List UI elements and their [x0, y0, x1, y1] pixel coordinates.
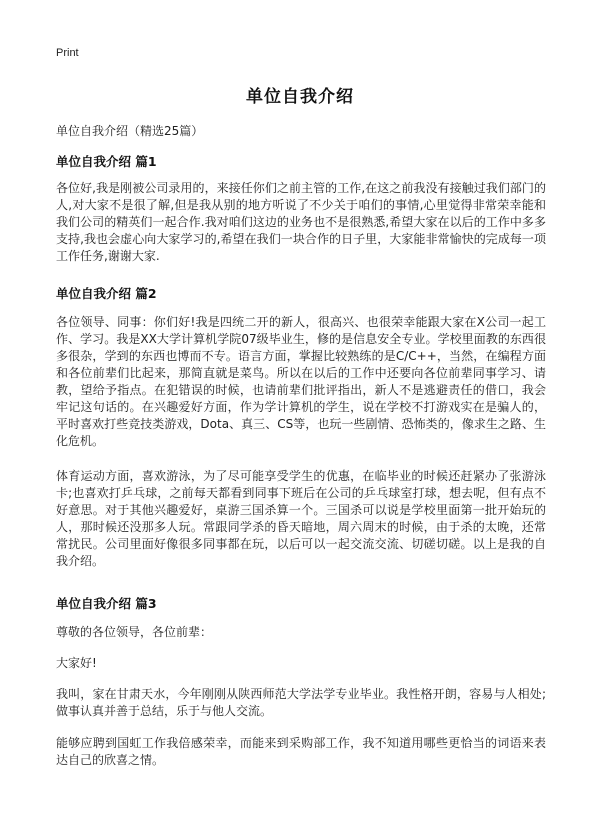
- section-heading-3: 单位自我介绍 篇3: [56, 596, 157, 611]
- section-heading-2: 单位自我介绍 篇2: [56, 286, 157, 301]
- section-2-paragraph-1: 各位领导、同事：你们好!我是四统二开的新人，很高兴、也很荣幸能跟大家在X公司一起工作、学习。我是XX大学计算机学院07级毕业生，修的是信息安全专业。学校里面教的东西很多很杂，学到的东西也博而不专。语言方面，掌握比较熟练的是C/C++，当然，在编程方面和各位前辈们比起来，那简直就是菜鸟。所以在以后的工作中还要向各位前辈同事学习、请教，望给予指点。在犯错误的时候，也请前辈们批评指出，新人不是逃避责任的借口，我会牢记这句话的。在兴趣爱好方面，作为学计算机的学生，说在学校不打游戏实在是骗人的，平时喜欢打些竞技类游戏，Dota、真三、CS等，也玩一些剧情、恐怖类的，像求生之路、生化危机。: [56, 315, 546, 448]
- section-1-paragraph: 各位好,我是刚被公司录用的，来接任你们之前主管的工作,在这之前我没有接触过我们部门的人,对大家不是很了解,但是我从别的地方听说了不少关于咱们的事情,心里觉得非常荣幸能和我们公司的精英们一起合作.我对咱们这边的业务也不是很熟悉,希望大家在以后的工作中多多支持,我也会虚心向大家学习的,希望在我们一块合作的日子里，大家能非常愉快的完成每一项工作任务,谢谢大家.: [56, 181, 546, 263]
- section-heading-1: 单位自我介绍 篇1: [56, 154, 157, 169]
- section-3-paragraph-2: 能够应聘到国虹工作我倍感荣幸，而能来到采购部工作，我不知道用哪些更恰当的词语来表达自己的欣喜之情。: [56, 736, 546, 767]
- section-3-salutation: 尊敬的各位领导，各位前辈：: [56, 625, 213, 639]
- document-subtitle: 单位自我介绍（精选25篇）: [56, 124, 204, 138]
- section-3-greeting: 大家好!: [56, 656, 97, 670]
- section-3-paragraph-1: 我叫，家在甘肃天水，今年刚刚从陕西师范大学法学专业毕业。我性格开朗，容易与人相处;做事认真并善于总结，乐于与他人交流。: [56, 687, 546, 718]
- print-link[interactable]: Print: [56, 47, 79, 59]
- section-2-paragraph-2: 体育运动方面，喜欢游泳，为了尽可能享受学生的优惠，在临毕业的时候还赶紧办了张游泳卡;也喜欢打乒乓球，之前每天都看到同事下班后在公司的乒乓球室打球，想去呢，但有点不好意思。对于其他兴趣爱好，桌游三国杀算一个。三国杀可以说是学校里面第一批开始玩的人，那时候还没那多人玩。常跟同学杀的昏天暗地，周六周末的时候，由于杀的太晚，还常常扰民。公司里面好像很多同事都在玩，以后可以一起交流交流、切磋切磋。以上是我的自我介绍。: [56, 469, 546, 568]
- page-title: 单位自我介绍: [246, 87, 354, 107]
